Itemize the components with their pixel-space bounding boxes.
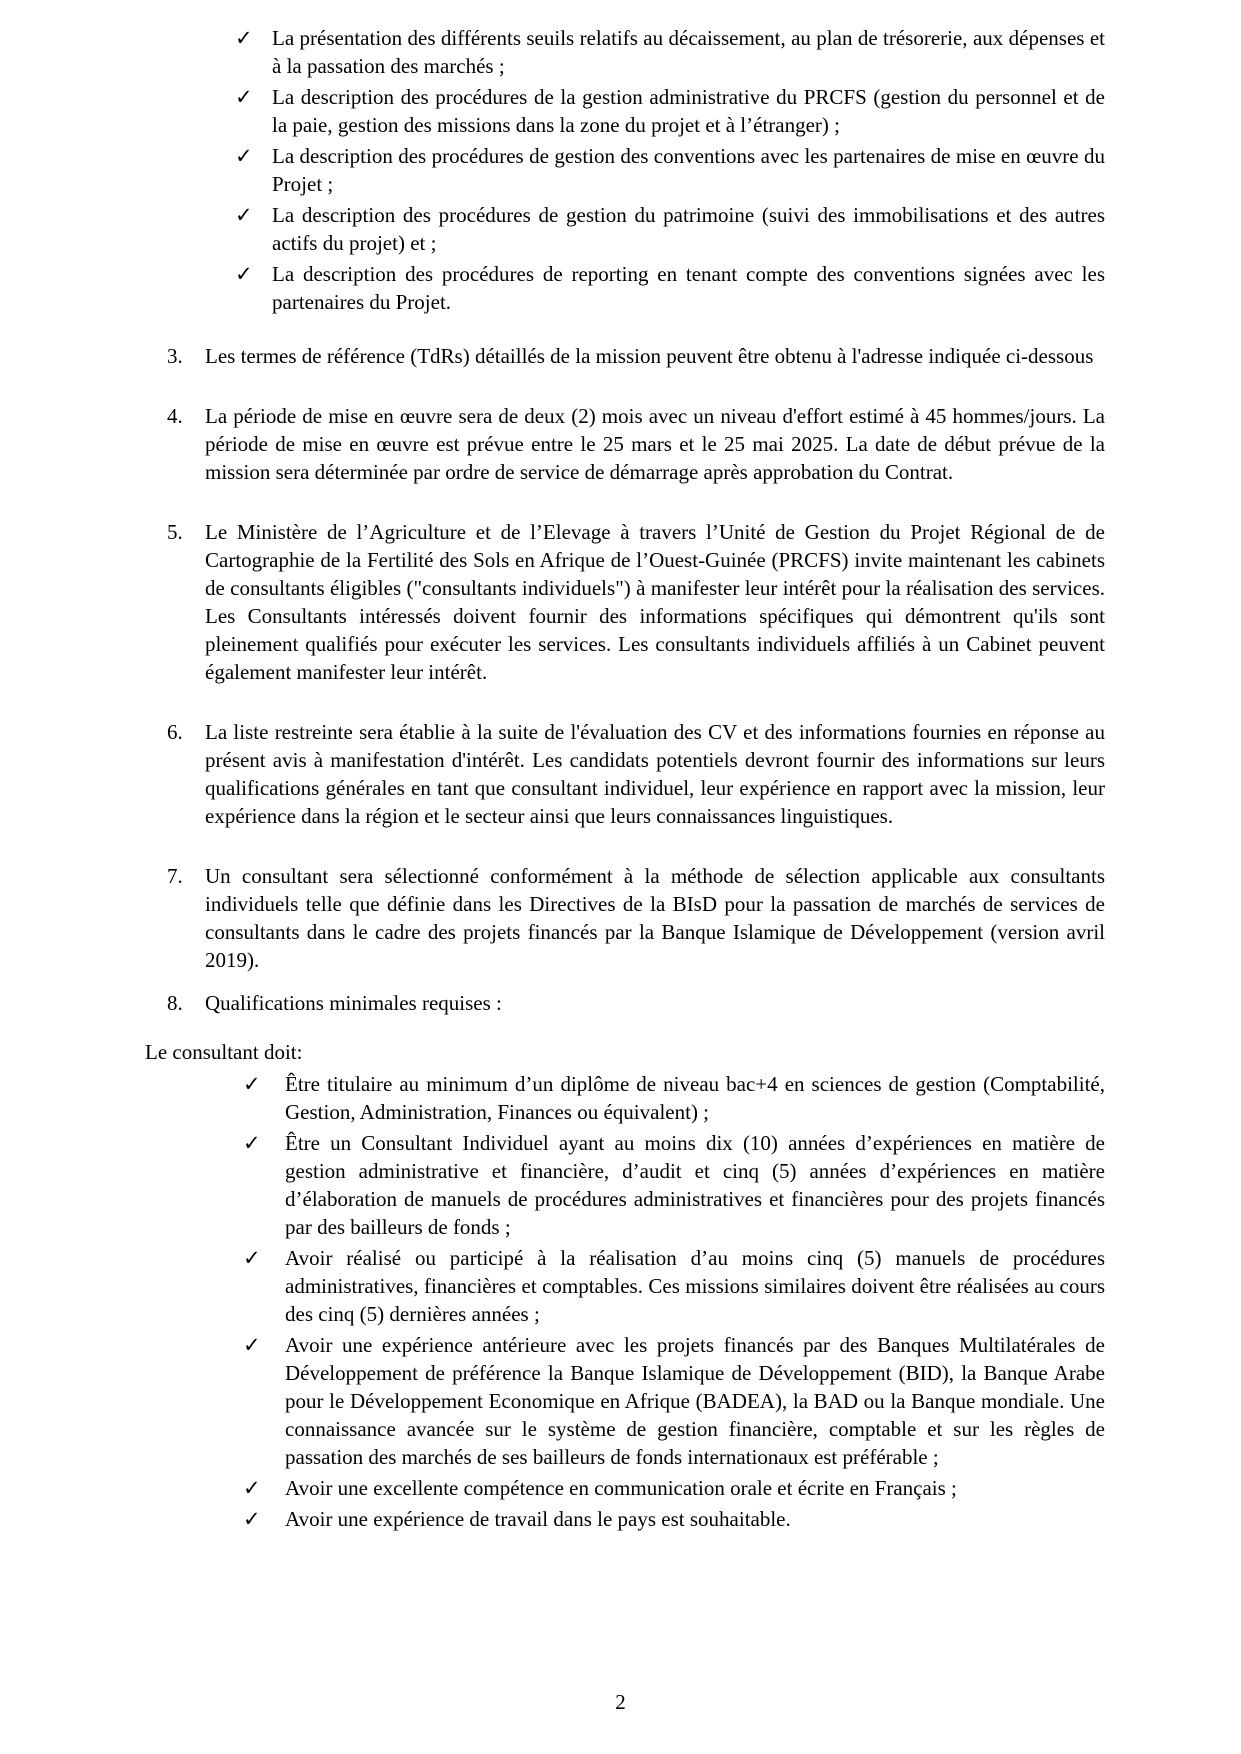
qualification-bullet-list [145, 1070, 1105, 1533]
item-text: Qualifications minimales requises : [205, 991, 502, 1015]
list-item [145, 201, 1105, 257]
list-item [145, 1244, 1105, 1328]
bullet-text: La présentation des différents seuils relatifs au décaissement, au plan de trésorerie, aux dépenses et à la passation des marchés ; [272, 26, 1105, 78]
list-item [145, 1505, 1105, 1533]
checkmark-icon: ✓ [243, 1072, 261, 1096]
checkmark-icon: ✓ [243, 1333, 261, 1357]
item-text: Le Ministère de l’Agriculture et de l’Elevage à travers l’Unité de Gestion du Projet Régional de de Cartographie de la Fertilité des Sols en Afrique de l’Ouest-Guinée (PRCFS) invite maintenant les cabinets de consultants éligibles ("consultants individuels") à manifester leur intérêt pour la réalisation des services. Les Consultants intéressés doivent fournir des informations spécifiques qui démontrent qu'ils sont pleinement qualifiés pour exécuter les services. Les consultants individuels affiliés à un Cabinet peuvent également manifester leur intérêt. [205, 520, 1105, 684]
checkmark-icon: ✓ [235, 203, 253, 227]
bullet-text: Avoir réalisé ou participé à la réalisation d’au moins cinq (5) manuels de procédures administratives, financières et comptables. Ces missions similaires doivent être réalisées au cours des cinq (5) dernières années ; [285, 1246, 1105, 1326]
consultant-intro-line: Le consultant doit: [145, 1040, 303, 1064]
checkmark-icon: ✓ [243, 1507, 261, 1531]
item-number: 3. [167, 344, 183, 368]
item-number: 6. [167, 720, 183, 744]
numbered-item-list [145, 342, 1105, 1017]
bullet-text: La description des procédures de reporting en tenant compte des conventions signées avec les partenaires du Projet. [272, 262, 1105, 314]
checkmark-icon: ✓ [235, 262, 253, 286]
item-text: Les termes de référence (TdRs) détaillés de la mission peuvent être obtenu à l'adresse indiquée ci-dessous [205, 344, 1094, 368]
item-number: 7. [167, 864, 183, 888]
item-number: 4. [167, 404, 183, 428]
page-number: 2 [615, 1690, 626, 1714]
item-text: Un consultant sera sélectionné conformément à la méthode de sélection applicable aux consultants individuels telle que définie dans les Directives de la BIsD pour la passation de marchés de services de consultants dans le cadre des projets financés par la Banque Islamique de Développement (version avril 2019). [205, 864, 1105, 972]
item-text: La période de mise en œuvre sera de deux (2) mois avec un niveau d'effort estimé à 45 hommes/jours. La période de mise en œuvre est prévue entre le 25 mars et le 25 mai 2025. La date de début prévue de la mission sera déterminée par ordre de service de démarrage après approbation du Contrat. [205, 404, 1105, 484]
checkmark-icon: ✓ [243, 1476, 261, 1500]
numbered-item-7 [145, 862, 1105, 974]
list-item [145, 1129, 1105, 1241]
list-item [145, 83, 1105, 139]
bullet-text: La description des procédures de la gestion administrative du PRCFS (gestion du personnel et de la paie, gestion des missions dans la zone du projet et à l’étranger) ; [272, 85, 1105, 137]
bullet-text: Être un Consultant Individuel ayant au moins dix (10) années d’expériences en matière de gestion administrative et financière, d’audit et cinq (5) années d’expériences en matière d’élaboration de manuels de procédures administratives et financières pour des projets financés par des bailleurs de fonds ; [285, 1131, 1105, 1239]
list-item [145, 1331, 1105, 1471]
checkmark-icon: ✓ [235, 85, 253, 109]
item-number: 8. [167, 991, 183, 1015]
intro-bullet-list [145, 24, 1105, 316]
item-text: La liste restreinte sera établie à la suite de l'évaluation des CV et des informations fournies en réponse au présent avis à manifestation d'intérêt. Les candidats potentiels devront fournir des informations sur leurs qualifications générales en tant que consultant individuel, leur expérience en rapport avec la mission, leur expérience dans la région et le secteur ainsi que leurs connaissances linguistiques. [205, 720, 1105, 828]
bullet-text: La description des procédures de gestion du patrimoine (suivi des immobilisations et des autres actifs du projet) et ; [272, 203, 1105, 255]
bullet-text: Avoir une expérience antérieure avec les projets financés par des Banques Multilatérales de Développement de préférence la Banque Islamique de Développement (BID), la Banque Arabe pour le Développement Economique en Afrique (BADEA), la BAD ou la Banque mondiale. Une connaissance avancée sur le système de gestion financière, comptable et sur les règles de passation des marchés de ses bailleurs de fonds internationaux est préférable ; [285, 1333, 1105, 1469]
checkmark-icon: ✓ [243, 1246, 261, 1270]
checkmark-icon: ✓ [243, 1131, 261, 1155]
numbered-item-6 [145, 718, 1105, 830]
list-item [145, 1070, 1105, 1126]
checkmark-icon: ✓ [235, 26, 253, 50]
list-item [145, 142, 1105, 198]
list-item [145, 24, 1105, 80]
bullet-text: La description des procédures de gestion des conventions avec les partenaires de mise en œuvre du Projet ; [272, 144, 1105, 196]
bullet-text: Avoir une excellente compétence en communication orale et écrite en Français ; [285, 1476, 957, 1500]
numbered-item-4 [145, 402, 1105, 486]
numbered-item-8 [145, 989, 1105, 1017]
list-item [145, 1474, 1105, 1502]
item-number: 5. [167, 520, 183, 544]
list-item [145, 260, 1105, 316]
bullet-text: Être titulaire au minimum d’un diplôme de niveau bac+4 en sciences de gestion (Comptabilité, Gestion, Administration, Finances ou équivalent) ; [285, 1072, 1105, 1124]
numbered-item-3 [145, 342, 1105, 370]
bullet-text: Avoir une expérience de travail dans le pays est souhaitable. [285, 1507, 791, 1531]
checkmark-icon: ✓ [235, 144, 253, 168]
numbered-item-5 [145, 518, 1105, 686]
